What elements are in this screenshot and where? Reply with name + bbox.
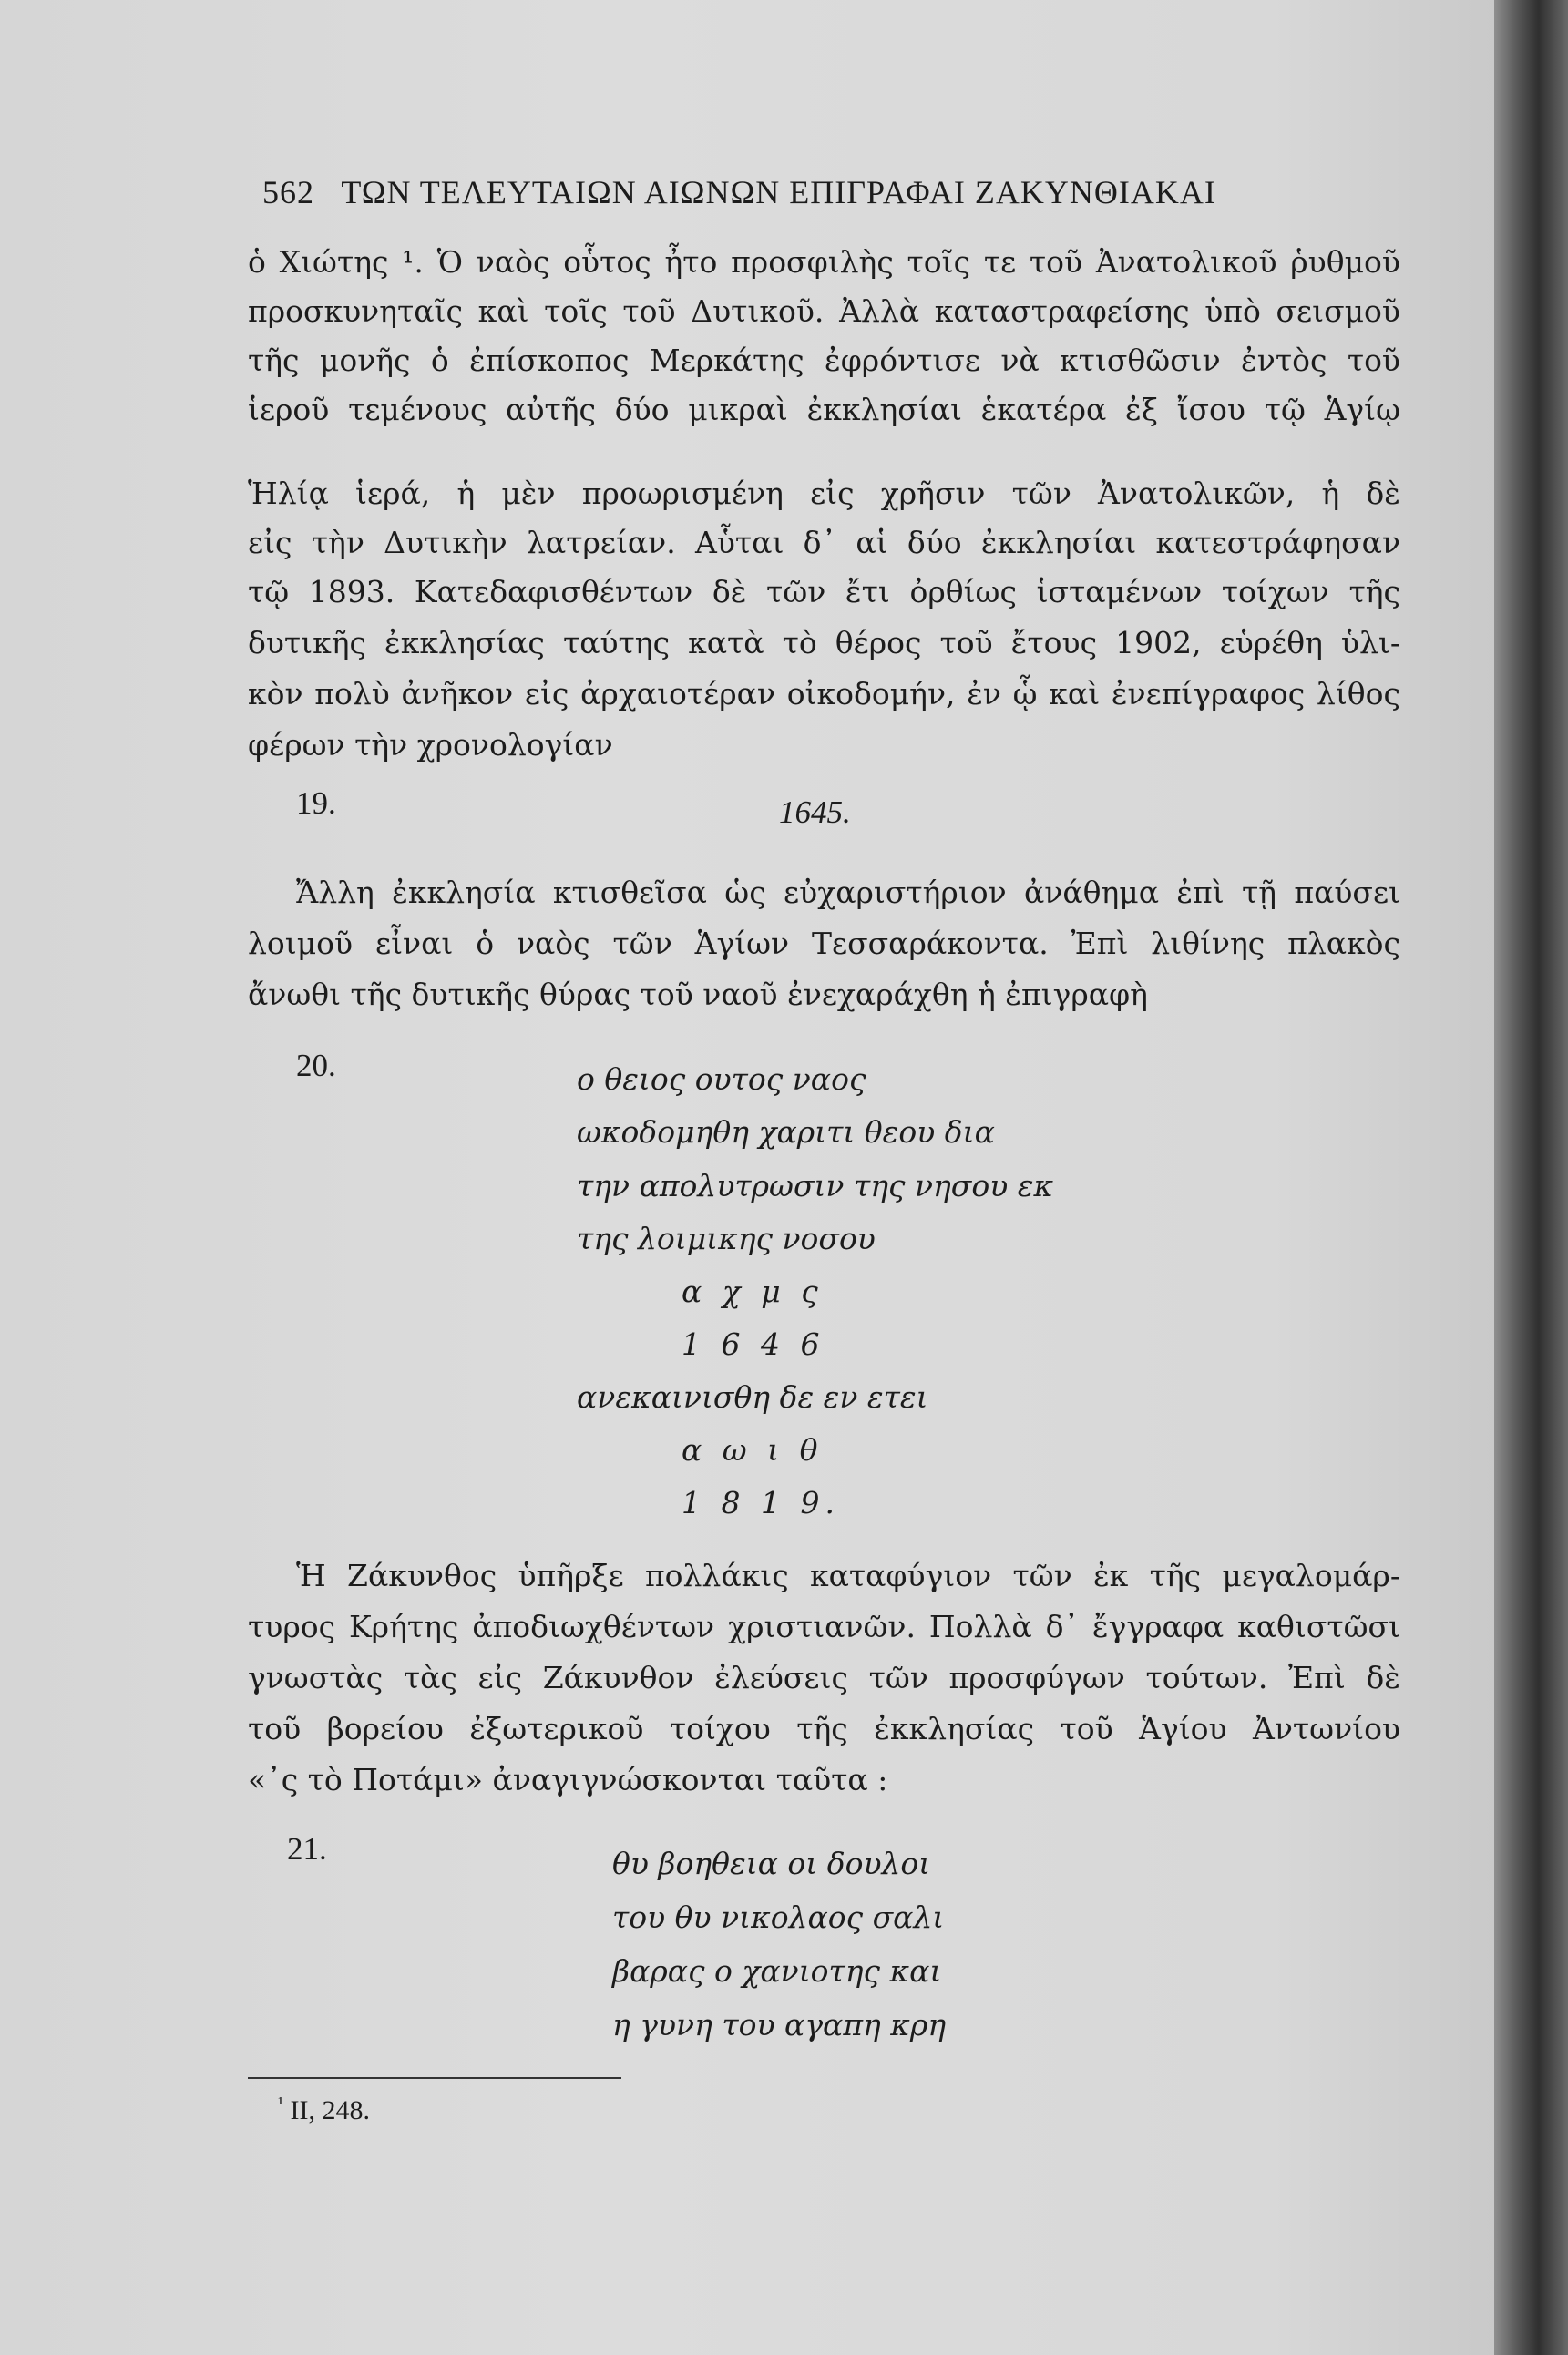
entry-19-year: 1645.	[779, 794, 851, 830]
paragraph1-line-3: τῆς μονῆς ὁ ἐπίσκοπος Μερκάτης ἐφρόντισε νὰ κτισθῶσιν ἐντὸς τοῦ	[248, 343, 1400, 378]
paragraph3-line-2: τυρος Κρήτης ἀποδιωχθέντων χριστιανῶν. Πολλὰ δ᾽ ἔγγραφα καθιστῶσι	[248, 1609, 1400, 1644]
paragraph3-line-1: Ἡ Ζάκυνθος ὑπῆρξε πολλάκις καταφύγιον τῶν ἐκ τῆς μεγαλομάρ-	[296, 1558, 1400, 1593]
inscription-21-line-4: η γυνη του αγαπη κρη	[612, 2007, 947, 2043]
paragraph2-line-1: Ἄλλη ἐκκλησία κτισθεῖσα ὡς εὐχαριστήριον ἀνάθημα ἐπὶ τῇ παύσει	[296, 875, 1400, 910]
paragraph1-line-4: ἱεροῦ τεμένους αὐτῆς δύο μικραὶ ἐκκλησίαι ἑκατέρα ἐξ ἴσου τῷ Ἁγίῳ	[248, 392, 1400, 427]
paragraph3-line-4: τοῦ βορείου ἐξωτερικοῦ τοίχου τῆς ἐκκλησίας τοῦ Ἁγίου Ἀντωνίου	[248, 1711, 1400, 1746]
footnote-rule	[248, 2077, 621, 2079]
inscription-20-greek-date: α χ μ ς	[682, 1274, 824, 1309]
paragraph2-line-2: λοιμοῦ εἶναι ὁ ναὸς τῶν Ἁγίων Τεσσαράκοντα. Ἐπὶ λιθίνης πλακὸς	[248, 926, 1400, 961]
inscription-20-line-3: την απολυτρωσιν της νησου εκ	[577, 1168, 1054, 1203]
paragraph1-line-6: εἰς τὴν Δυτικὴν λατρείαν. Αὗται δ᾽ αἱ δύο ἐκκλησίαι κατεστράφησαν	[248, 525, 1400, 560]
inscription-21-line-1: θυ βοηθεια οι δουλοι	[612, 1846, 931, 1881]
book-spine-shadow	[1494, 0, 1568, 2355]
paragraph1-line-10: φέρων τὴν χρονολογίαν	[248, 727, 613, 763]
paragraph3-line-3: γνωστὰς τὰς εἰς Ζάκυνθον ἐλεύσεις τῶν προσφύγων τούτων. Ἐπὶ δὲ	[248, 1660, 1400, 1695]
inscription-21-line-2: του θυ νικολαος σαλι	[612, 1899, 945, 1935]
paragraph1-line-5: Ἡλίᾳ ἱερά, ἡ μὲν προωρισμένη εἰς χρῆσιν τῶν Ἀνατολικῶν, ἡ δὲ	[248, 476, 1400, 511]
paragraph3-line-5: «᾽ς τὸ Ποτάμι» ἀναγιγνώσκονται ταῦτα :	[248, 1762, 888, 1797]
footnote	[278, 2094, 370, 2126]
page-number: 562	[262, 174, 314, 210]
footnote-text: II, 248.	[290, 2095, 370, 2125]
paragraph1-line-2: προσκυνηταῖς καὶ τοῖς τοῦ Δυτικοῦ. Ἀλλὰ καταστραφείσης ὑπὸ σεισμοῦ	[248, 293, 1400, 329]
inscription-20-line-1: ο θειος ουτος ναος	[577, 1061, 866, 1097]
paragraph1-line-1: ὁ Χιώτης ¹. Ὁ ναὸς οὗτος ἦτο προσφιλὴς τοῖς τε τοῦ Ἀνατολικοῦ ῥυθμοῦ	[248, 244, 1400, 280]
entry-19-number: 19.	[296, 785, 336, 821]
inscription-20-year: 1 6 4 6	[682, 1326, 825, 1362]
entry-20-number: 20.	[296, 1048, 336, 1083]
entry-21-number: 21.	[287, 1831, 327, 1867]
inscription-21-line-3: βαρας ο χανιοτης και	[612, 1953, 942, 1989]
paragraph1-line-8: δυτικῆς ἐκκλησίας ταύτης κατὰ τὸ θέρος τοῦ ἔτους 1902, εὑρέθη ὑλι-	[248, 625, 1400, 660]
running-title: ΤΩΝ ΤΕΛΕΥΤΑΙΩΝ ΑΙΩΝΩΝ ΕΠΙΓΡΑΦΑΙ ΖΑΚΥΝΘΙΑΚΑΙ	[341, 174, 1216, 210]
paragraph1-line-7: τῷ 1893. Κατεδαφισθέντων δὲ τῶν ἔτι ὀρθίως ἱσταμένων τοίχων τῆς	[248, 574, 1400, 609]
inscription-20-line-renewed: ανεκαινισθη δε εν ετει	[577, 1379, 928, 1415]
paragraph2-line-3: ἄνωθι τῆς δυτικῆς θύρας τοῦ ναοῦ ἐνεχαράχθη ἡ ἐπιγραφὴ	[248, 977, 1148, 1012]
inscription-20-greek-date-2: α ω ι θ	[682, 1432, 824, 1468]
inscription-20-line-2: ωκοδομηθη χαριτι θεου δια	[577, 1114, 995, 1150]
footnote-marker: ¹	[278, 2094, 283, 2114]
running-header	[262, 173, 1216, 211]
inscription-20-line-4: της λοιμικης νοσου	[577, 1221, 876, 1256]
inscription-20-year-2: 1 8 1 9.	[682, 1485, 840, 1521]
paragraph1-line-9: κὸν πολὺ ἀνῆκον εἰς ἀρχαιοτέραν οἰκοδομήν, ἐν ᾧ καὶ ἐνεπίγραφος λίθος	[248, 676, 1400, 712]
